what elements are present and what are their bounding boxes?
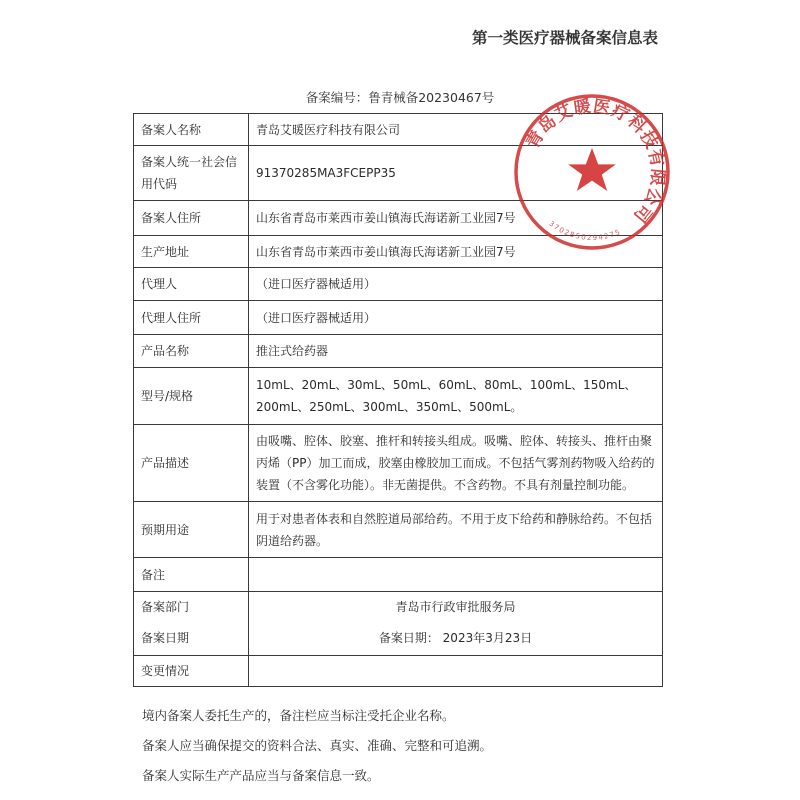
label-agent: 代理人 bbox=[134, 268, 249, 301]
value-remarks bbox=[249, 558, 663, 592]
value-department: 青岛市行政审批服务局 bbox=[249, 592, 663, 622]
value-changes bbox=[249, 656, 663, 687]
label-credit-code: 备案人统一社会信用代码 bbox=[134, 146, 249, 201]
row-changes bbox=[134, 656, 663, 687]
note-3: 备案人实际生产产品应当与备案信息一致。 bbox=[142, 768, 380, 783]
value-date: 备案日期： 2023年3月23日 bbox=[249, 622, 663, 656]
page-title: 第一类医疗器械备案信息表 bbox=[472, 29, 659, 47]
value-product-name: 推注式给药器 bbox=[249, 335, 663, 368]
value-agent: （进口医疗器械适用） bbox=[249, 268, 663, 301]
label-product-description: 产品描述 bbox=[134, 425, 249, 502]
value-applicant-address: 山东省青岛市莱西市姜山镇海氏海诺新工业园7号 bbox=[249, 201, 663, 236]
value-applicant-name: 青岛艾暖医疗科技有限公司 bbox=[249, 114, 663, 146]
value-agent-address: （进口医疗器械适用） bbox=[249, 301, 663, 335]
row-date bbox=[134, 622, 663, 656]
label-applicant-name: 备案人名称 bbox=[134, 114, 249, 146]
value-intended-use: 用于对患者体表和自然腔道局部给药。不用于皮下给药和静脉给药。不包括阴道给药器。 bbox=[249, 502, 663, 558]
row-product-description bbox=[134, 425, 663, 502]
label-model-spec: 型号/规格 bbox=[134, 368, 249, 425]
label-remarks: 备注 bbox=[134, 558, 249, 592]
note-1: 境内备案人委托生产的，备注栏应当标注受托企业名称。 bbox=[142, 708, 455, 723]
label-product-name: 产品名称 bbox=[134, 335, 249, 368]
seal-star-icon bbox=[568, 148, 616, 191]
label-changes: 变更情况 bbox=[134, 656, 249, 687]
value-model-spec: 10mL、20mL、30mL、50mL、60mL、80mL、100mL、150mL、200mL、250mL、300mL、350mL、500mL。 bbox=[249, 368, 663, 425]
row-intended-use bbox=[134, 502, 663, 558]
row-model-spec bbox=[134, 368, 663, 425]
note-2: 备案人应当确保提交的资料合法、真实、准确、完整和可追溯。 bbox=[142, 738, 493, 753]
seal-text-path: 青岛艾暖医疗科技有限公司 bbox=[522, 96, 668, 227]
label-date: 备案日期 bbox=[134, 622, 249, 656]
label-department: 备案部门 bbox=[134, 592, 249, 622]
row-remarks bbox=[134, 558, 663, 592]
label-intended-use: 预期用途 bbox=[134, 502, 249, 558]
row-product-name bbox=[134, 335, 663, 368]
value-credit-code: 91370285MA3FCEPP35 bbox=[249, 146, 663, 201]
value-production-address: 山东省青岛市莱西市姜山镇海氏海诺新工业园7号 bbox=[249, 236, 663, 268]
row-agent-address bbox=[134, 301, 663, 335]
row-agent bbox=[134, 268, 663, 301]
value-product-description: 由吸嘴、腔体、胶塞、推杆和转接头组成。吸嘴、腔体、转接头、推杆由聚丙烯（PP）加工而成，胶塞由橡胶加工而成。不包括气雾剂药物吸入给药的装置（不含雾化功能）。非无菌提供。不含药物。不具有剂量控制功能。 bbox=[249, 425, 663, 502]
seal-number-path: 3702850294275 bbox=[547, 219, 623, 243]
label-production-address: 生产地址 bbox=[134, 236, 249, 268]
label-applicant-address: 备案人住所 bbox=[134, 201, 249, 236]
record-number: 备案编号：鲁青械备20230467号 bbox=[305, 90, 495, 105]
label-agent-address: 代理人住所 bbox=[134, 301, 249, 335]
notes bbox=[142, 706, 492, 796]
company-seal bbox=[512, 92, 672, 252]
row-department bbox=[134, 592, 663, 622]
